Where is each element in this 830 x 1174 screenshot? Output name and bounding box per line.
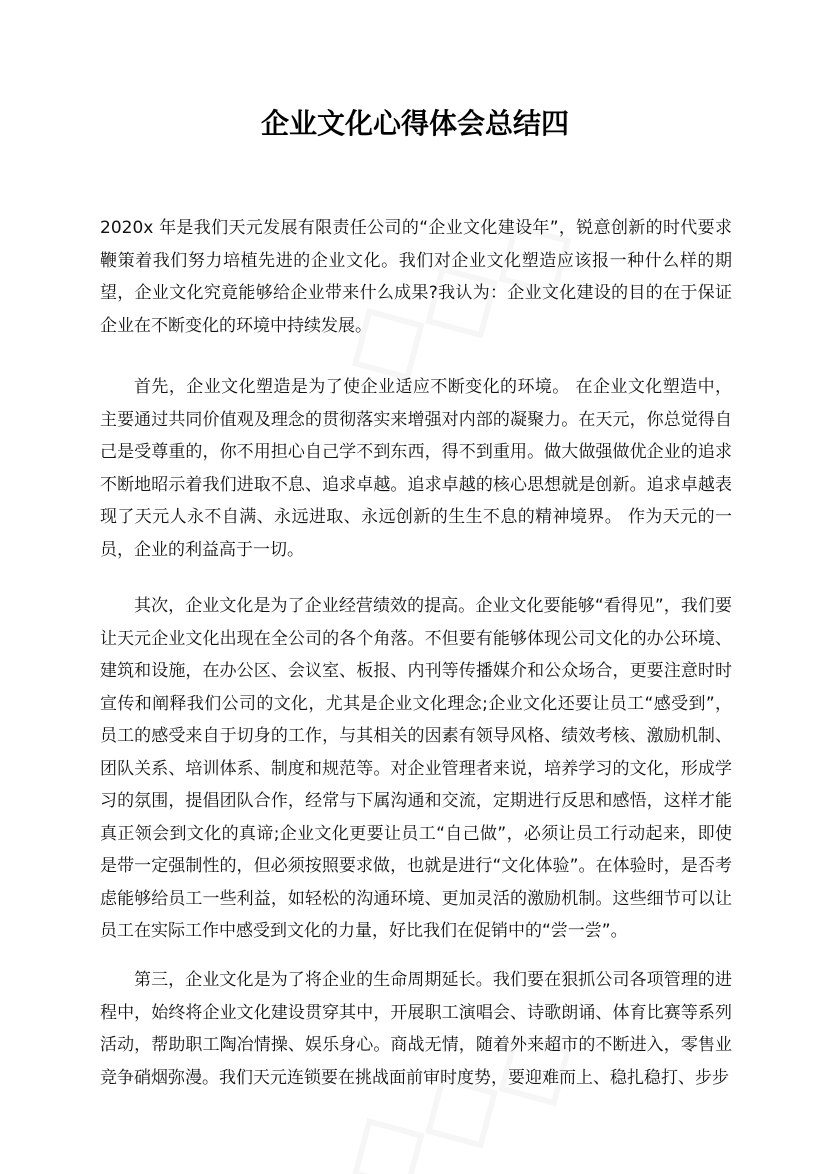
paragraph-second-point: 其次，企业文化是为了企业经营绩效的提高。企业文化要能够“看得见”，我们要让天元企业文化出现在全公司的各个角落。不但要有能够体现公司文化的办公环境、建筑和设施，在办公区、会议室、板报、内刊等传播媒介和公众场合，更要注意时时宣传和阐释我们公司的文化，尤其是企业文化理念;企业文化还要让员工“感受到”，员工的感受来自于切身的工作，与其相关的因素有领导风格、绩效考核、激励机制、团队关系、培训体系、制度和规范等。对企业管理者来说，培养学习的文化，形成学习的氛围，提倡团队合作，经常与下属沟通和交流，定期进行反思和感悟，这样才能真正领会到文化的真谛;企业文化更要让员工“自己做”，必须让员工行动起来，即使是带一定强制性的，但必须按照要求做，也就是进行“文化体验”。在体验时，是否考虑能够给员工一些利益，如轻松的沟通环境、更加灵活的激励机制。这些细节可以让员工在实际工作中感受到文化的力量，好比我们在促销中的“尝一尝”。 <box>100 596 732 941</box>
paragraph-intro: 2020x 年是我们天元发展有限责任公司的“企业文化建设年”，锐意创新的时代要求鞭策着我们努力培植先进的企业文化。我们对企业文化塑造应该报一种什么样的期望，企业文化究竟能够给企业带来什么成果?我认为：企业文化建设的目的在于保证企业在不断变化的环境中持续发展。 <box>100 218 732 336</box>
document-title: 企业文化心得体会总结四 <box>260 107 569 140</box>
paragraph-third-point: 第三，企业文化是为了将企业的生命周期延长。我们要在狠抓公司各项管理的进程中，始终将企业文化建设贯穿其中，开展职工演唱会、诗歌朗诵、体育比赛等系列活动，帮助职工陶冶情操、娱乐身心。商战无情，随着外来超市的不断进入，零售业竞争硝烟弥漫。我们天元连锁要在挑战面前审时度势，要迎难而上、稳扎稳打、步步 <box>100 970 732 1088</box>
paragraph-first-point: 首先，企业文化塑造是为了使企业适应不断变化的环境。 在企业文化塑造中，主要通过共同价值观及理念的贯彻落实来增强对内部的凝聚力。在天元，你总觉得自己是受尊重的，你不用担心自己学不到东西，得不到重用。做大做强做优企业的追求不断地昭示着我们进取不息、追求卓越。追求卓越的核心思想就是创新。追求卓越表现了天元人永不自满、永远进取、永远创新的生生不息的精神境界。 作为天元的一员，企业的利益高于一切。 <box>100 377 732 560</box>
